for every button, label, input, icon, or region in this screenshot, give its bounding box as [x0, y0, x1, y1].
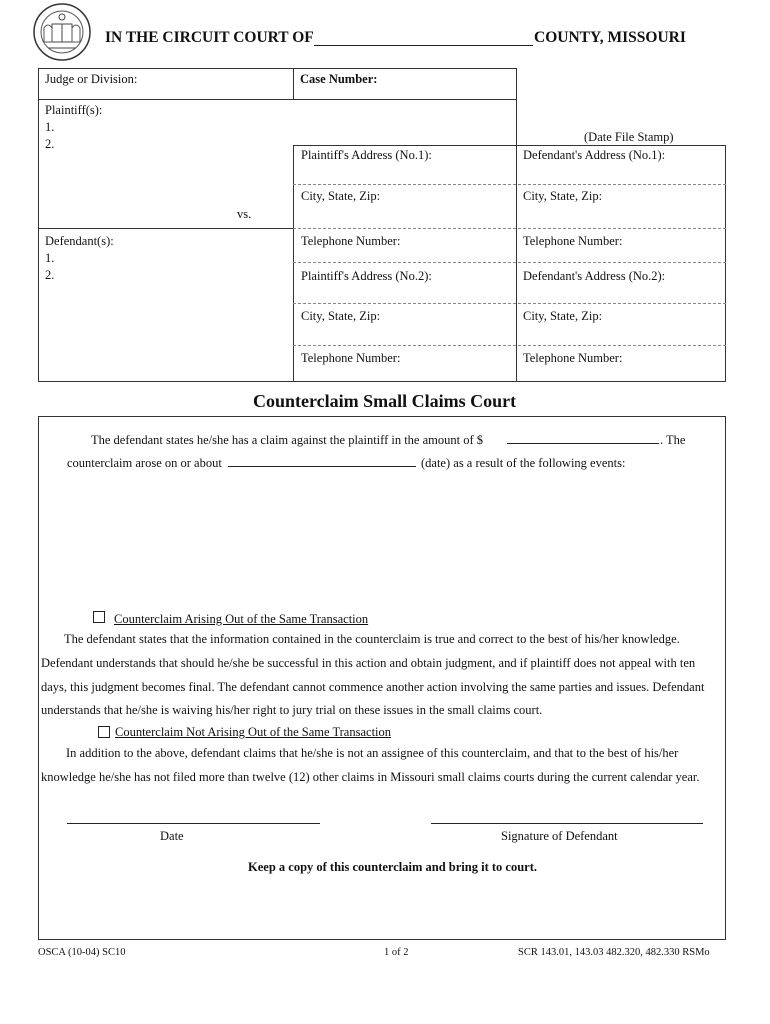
- row-divider: [293, 184, 726, 185]
- county-missouri-heading: COUNTY, MISSOURI: [534, 29, 686, 46]
- para1-line2: Defendant understands that should he/she be successful in this action and obtain judgment, and if plaintiff does not appeal with ten: [41, 656, 696, 670]
- defendant-address-1-label[interactable]: Defendant's Address (No.1):: [523, 148, 666, 162]
- claim-amount-text: The defendant states he/she has a claim against the plaintiff in the amount of $: [91, 433, 484, 447]
- para2-line1: In addition to the above, defendant claims that he/she is not an assignee of this counterclaim, and that to the best of his/her: [66, 746, 679, 760]
- missouri-seal-logo: [32, 2, 92, 62]
- date-label: Date: [160, 829, 184, 843]
- date-events-text: (date) as a result of the following events:: [421, 456, 626, 470]
- date-signature-line[interactable]: [67, 823, 320, 824]
- form-id: OSCA (10-04) SC10: [38, 947, 126, 958]
- caption-row-divider: [38, 99, 517, 100]
- defendant-2: 2.: [45, 268, 55, 282]
- defendant-address-2-label[interactable]: Defendant's Address (No.2):: [523, 269, 666, 283]
- caption-left-divider: [38, 228, 294, 229]
- circuit-court-heading: IN THE CIRCUIT COURT OF: [105, 29, 314, 46]
- row-divider: [293, 345, 726, 346]
- statute-reference: SCR 143.01, 143.03 482.320, 482.330 RSMo: [518, 947, 710, 958]
- row-divider: [293, 262, 726, 263]
- form-title: Counterclaim Small Claims Court: [253, 391, 517, 411]
- not-same-transaction-checkbox[interactable]: [98, 726, 110, 738]
- defendant-1: 1.: [45, 251, 55, 265]
- claim-amount-tail: . The: [660, 433, 686, 447]
- row-divider: [293, 303, 726, 304]
- defendant-telephone-1-label[interactable]: Telephone Number:: [523, 234, 623, 248]
- defendant-city-2-label[interactable]: City, State, Zip:: [523, 309, 603, 323]
- defendant-city-1-label[interactable]: City, State, Zip:: [523, 189, 603, 203]
- plaintiff-telephone-1-label[interactable]: Telephone Number:: [301, 234, 401, 248]
- plaintiff-address-1-label[interactable]: Plaintiff's Address (No.1):: [301, 148, 432, 162]
- para1-line3: days, this judgment becomes final. The defendant cannot commence another action involving the same parties and issues. Defendant: [41, 680, 705, 694]
- arose-date-field[interactable]: [228, 466, 416, 467]
- plaintiff-telephone-2-label[interactable]: Telephone Number:: [301, 351, 401, 365]
- keep-copy-note: Keep a copy of this counterclaim and bring it to court.: [248, 860, 537, 874]
- date-file-stamp-label: (Date File Stamp): [584, 130, 674, 144]
- address-grid: [293, 145, 726, 382]
- plaintiff-city-1-label[interactable]: City, State, Zip:: [301, 189, 381, 203]
- same-transaction-label: Counterclaim Arising Out of the Same Transaction: [114, 612, 369, 626]
- claim-amount-field[interactable]: [507, 443, 659, 444]
- plaintiff-1: 1.: [45, 120, 55, 134]
- same-transaction-checkbox[interactable]: [93, 611, 105, 623]
- caption-divider-top: [293, 68, 294, 99]
- judge-division-label: Judge or Division:: [45, 72, 138, 86]
- plaintiffs-label: Plaintiff(s):: [45, 103, 103, 117]
- signature-label: Signature of Defendant: [501, 829, 618, 843]
- para2-line2: knowledge he/she has not filed more than twelve (12) other claims in Missouri small claims courts during the current calendar year.: [41, 770, 700, 784]
- plaintiff-address-2-label[interactable]: Plaintiff's Address (No.2):: [301, 269, 432, 283]
- county-name-line[interactable]: [314, 45, 533, 46]
- page-number: 1 of 2: [384, 947, 409, 958]
- case-number-label: Case Number:: [300, 72, 378, 86]
- plaintiff-city-2-label[interactable]: City, State, Zip:: [301, 309, 381, 323]
- arose-on-text: counterclaim arose on or about: [67, 456, 222, 470]
- para1-line1: The defendant states that the information contained in the counterclaim is true and correct to the best of his/her knowledge.: [64, 632, 680, 646]
- versus-label: vs.: [237, 207, 252, 221]
- address-grid-middle: [516, 145, 517, 382]
- para1-line4: understands that he/she is waiving his/her right to jury trial on these issues in the small claims court.: [41, 703, 543, 717]
- plaintiff-2: 2.: [45, 137, 55, 151]
- not-same-transaction-label: Counterclaim Not Arising Out of the Same Transaction: [115, 725, 392, 739]
- row-divider: [293, 228, 726, 229]
- defendant-signature-line[interactable]: [431, 823, 703, 824]
- defendants-label: Defendant(s):: [45, 234, 114, 248]
- defendant-telephone-2-label[interactable]: Telephone Number:: [523, 351, 623, 365]
